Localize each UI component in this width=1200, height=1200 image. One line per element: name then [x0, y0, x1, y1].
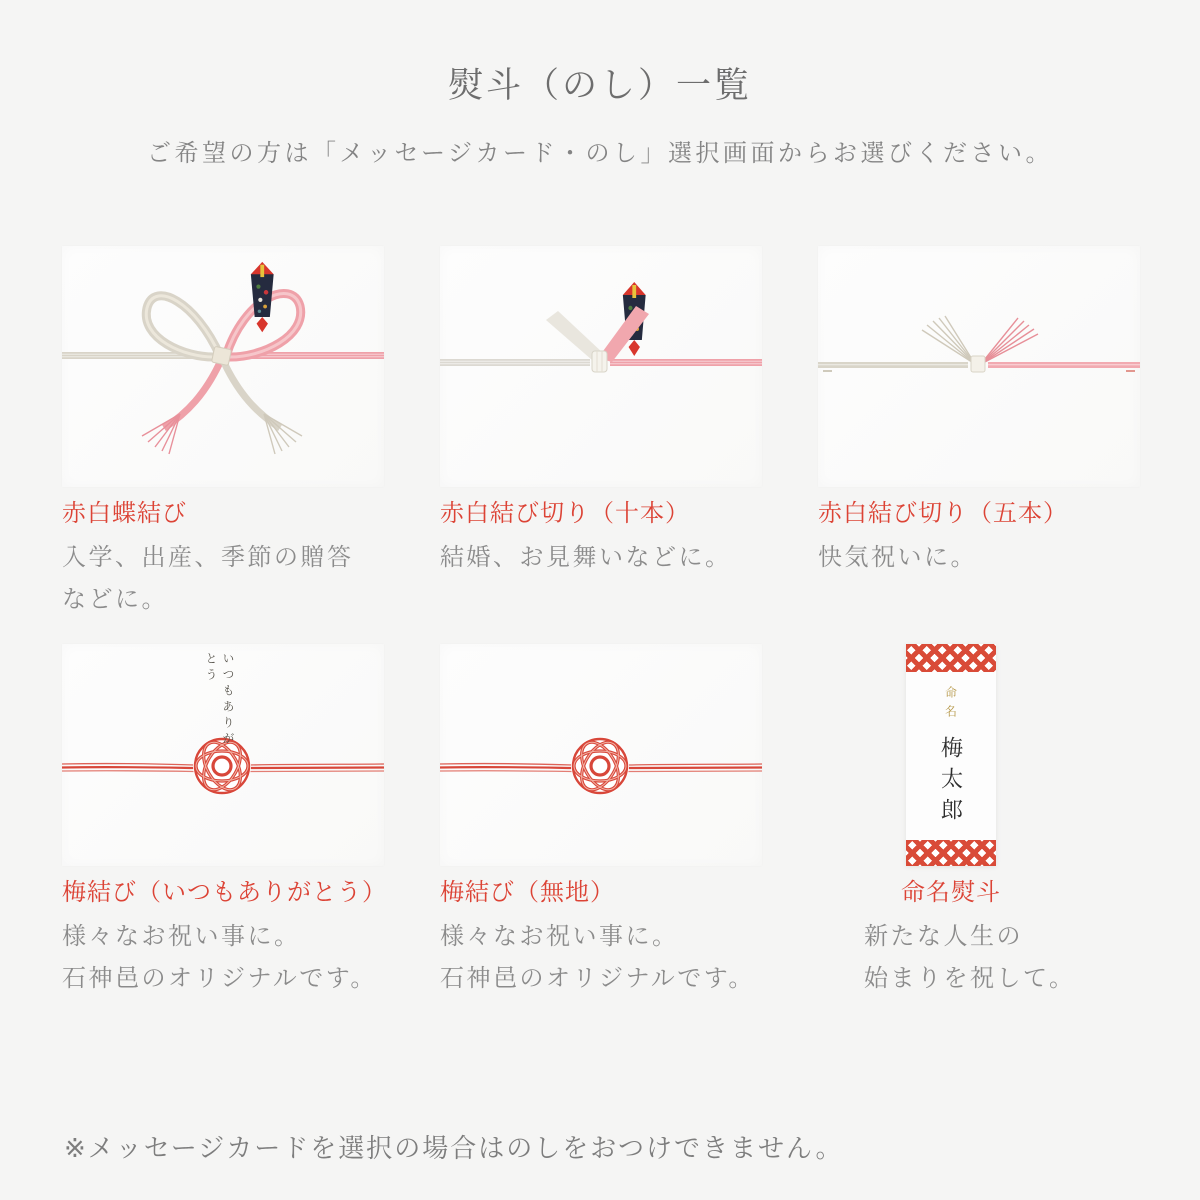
musubikiri-ten-image — [440, 246, 762, 487]
musubikiri-five-image — [818, 246, 1140, 487]
footer-note: ※メッセージカードを選択の場合はのしをおつけできません。 — [64, 1133, 844, 1163]
noshi-item-meimei — [818, 644, 1140, 1000]
noshi-ornament-icon — [251, 262, 274, 332]
butterfly-knot-image — [62, 246, 384, 487]
noshi-item-description: 様々なお祝い事に。 石神邑のオリジナルです。 — [62, 923, 377, 992]
noshi-item-description: 様々なお祝い事に。 石神邑のオリジナルです。 — [440, 923, 755, 992]
page-title: 熨斗（のし）一覧 — [447, 66, 752, 105]
noshi-item-title: 赤白蝶結び — [62, 500, 187, 527]
handwritten-message: いつもありがとう — [204, 652, 235, 748]
noshi-item-title: 命名熨斗 — [901, 879, 1001, 906]
musubikiri-five-illustration — [818, 246, 1140, 487]
noshi-item-plum-message — [62, 644, 387, 1000]
musubikiri-ten-illustration — [440, 246, 762, 487]
noshi-item-musubikiri-ten — [440, 246, 762, 621]
naming-card — [906, 644, 996, 866]
noshi-item-butterfly-knot — [62, 246, 384, 621]
noshi-item-title: 赤白結び切り（十本） — [440, 500, 690, 527]
naming-card-label: 命名 — [943, 686, 958, 724]
plum-knot-icon — [571, 736, 629, 796]
plum-knot-illustration — [440, 644, 762, 866]
noshi-item-description: 結婚、お見舞いなどに。 — [440, 544, 732, 571]
page-subtitle: ご希望の方は「メッセージカード・のし」選択画面からお選びください。 — [146, 140, 1054, 167]
noshi-item-title: 赤白結び切り（五本） — [818, 500, 1068, 527]
naming-card-name: 梅太郎 — [938, 736, 964, 829]
noshi-item-title: 梅結び（無地） — [440, 879, 615, 906]
noshi-item-plum-plain — [440, 644, 762, 1000]
butterfly-knot-illustration — [62, 246, 384, 487]
lattice-pattern-top — [906, 644, 996, 672]
noshi-item-description: 快気祝いに。 — [818, 544, 977, 571]
plum-message-image — [62, 644, 384, 866]
noshi-item-description: 新たな人生の 始まりを祝して。 — [864, 923, 1076, 992]
noshi-grid — [62, 246, 1200, 1000]
noshi-item-description: 入学、出産、季節の贈答 などに。 — [62, 544, 354, 613]
lattice-pattern-bottom — [906, 840, 996, 866]
plum-plain-image — [440, 644, 762, 866]
noshi-item-musubikiri-five — [818, 246, 1140, 621]
noshi-item-title: 梅結び（いつもありがとう） — [62, 879, 387, 906]
naming-card-image — [818, 644, 1084, 866]
